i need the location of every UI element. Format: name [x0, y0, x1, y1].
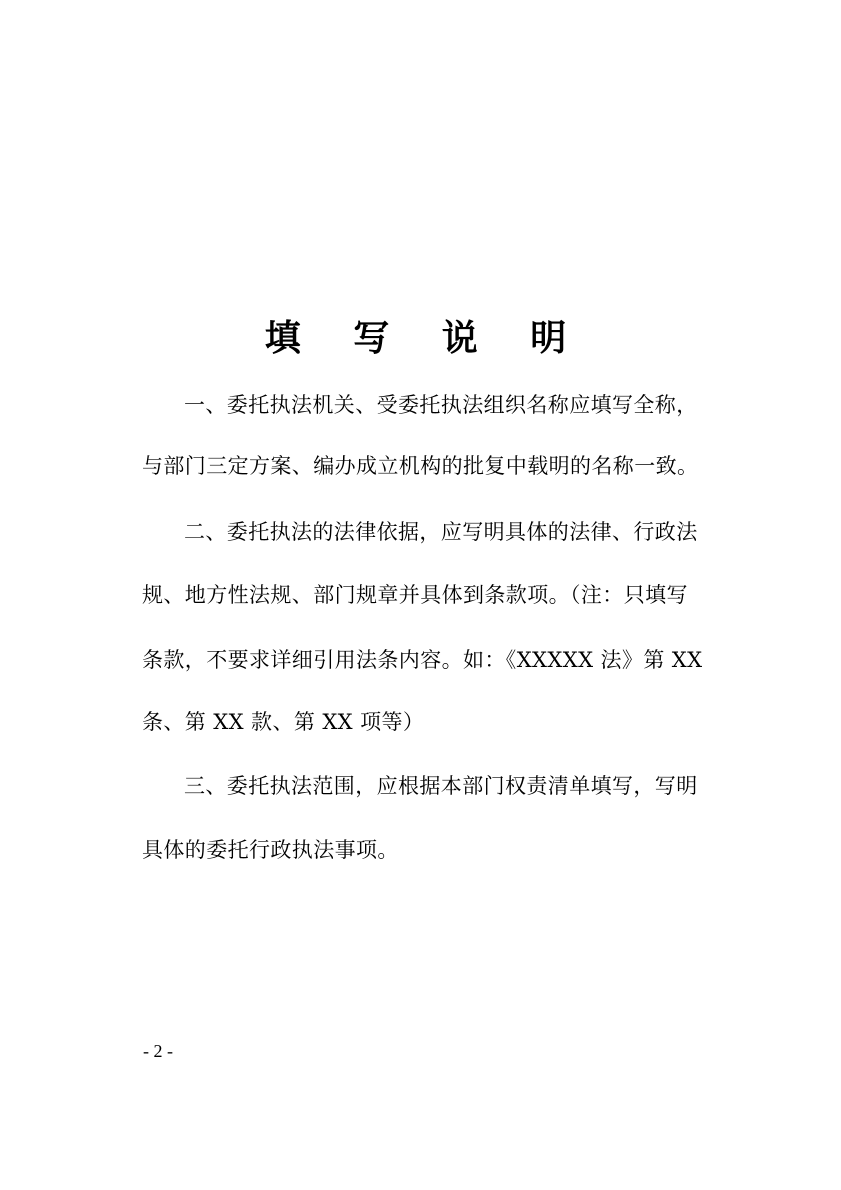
paragraph-2-line-1: 二、委托执法的法律依据，应写明具体的法律、行政法	[184, 520, 698, 544]
paragraph-1-line-2: 与部门三定方案、编办成立机构的批复中载明的名称一致。	[142, 454, 699, 478]
page-title: 填 写 说 明	[264, 317, 587, 359]
page-number: - 2 -	[143, 1041, 173, 1061]
paragraph-3-line-1: 三、委托执法范围，应根据本部门权责清单填写，写明	[184, 774, 698, 798]
paragraph-3-line-2: 具体的委托行政执法事项。	[142, 838, 399, 862]
paragraph-2-line-3: 条款，不要求详细引用法条内容。如：《XXXXX 法》第 XX	[142, 648, 703, 672]
paragraph-2-line-4: 条、第 XX 款、第 XX 项等）	[142, 710, 425, 734]
paragraph-1-line-1: 一、委托执法机关、受委托执法组织名称应填写全称，	[184, 393, 698, 417]
paragraph-2-line-2: 规、地方性法规、部门规章并具体到条款项。（注：只填写	[142, 583, 688, 607]
